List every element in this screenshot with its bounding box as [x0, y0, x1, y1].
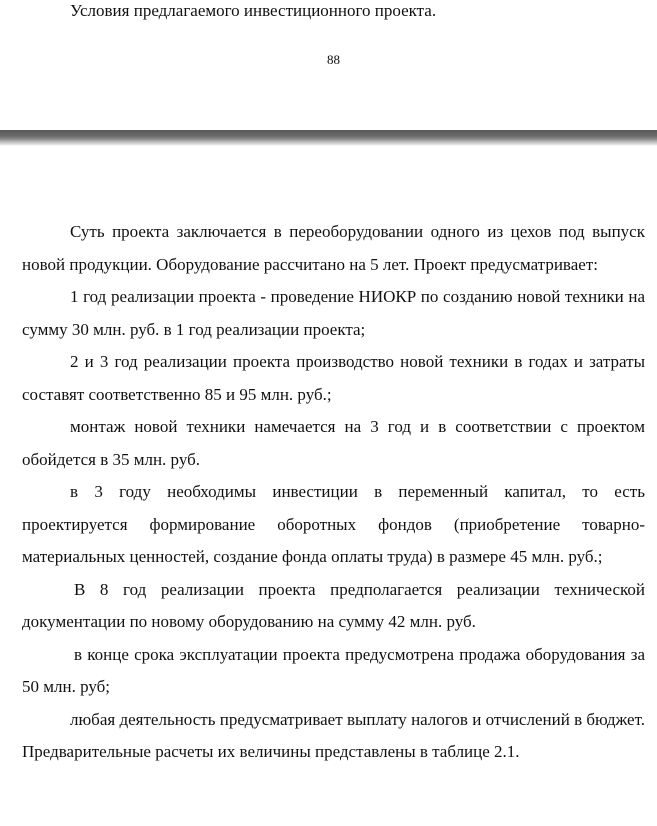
paragraph-installation: монтаж новой техники намечается на 3 год и в соответствии с проектом обойдется в 35 млн. руб.: [22, 417, 645, 469]
paragraph-year-8: В 8 год реализации проекта предполагается реализации технической документации по новому оборудованию на сумму 42 млн. руб.: [22, 579, 645, 631]
paragraph-equipment-sale: в конце срока эксплуатации проекта предусмотрена продажа оборудования за 50 млн. руб;: [22, 644, 645, 696]
paragraph-years-2-3: 2 и 3 год реализации проекта производство новой техники в годах и затраты составят соответственно 85 и 95 млн. руб.;: [22, 352, 645, 404]
paragraph-taxes: любая деятельность предусматривает выплату налогов и отчислений в бюджет. Предварительные расчеты их величины представлены в таблице 2.1.: [22, 709, 645, 761]
previous-page-bottom: [0, 0, 657, 130]
paragraph-year-1: 1 год реализации проекта - проведение НИОКР по созданию новой техники на сумму 30 млн. руб. в 1 год реализации проекта;: [22, 287, 645, 339]
previous-page-last-line: Условия предлагаемого инвестиционного проекта.: [70, 1, 437, 20]
page-separator: [0, 130, 657, 146]
document-body: [22, 216, 645, 769]
paragraph-project-essence: Суть проекта заключается в переоборудовании одного из цехов под выпуск новой продукции. Оборудование рассчитано на 5 лет. Проект предусматривает:: [22, 222, 645, 274]
page-number: 88: [327, 52, 340, 67]
paragraph-working-capital: в 3 году необходимы инвестиции в переменный капитал, то есть проектируется формирование оборотных фондов (приобретение товарно-материальных ценностей, создание фонда оплаты труда) в размере 45 млн. руб.;: [22, 482, 645, 566]
